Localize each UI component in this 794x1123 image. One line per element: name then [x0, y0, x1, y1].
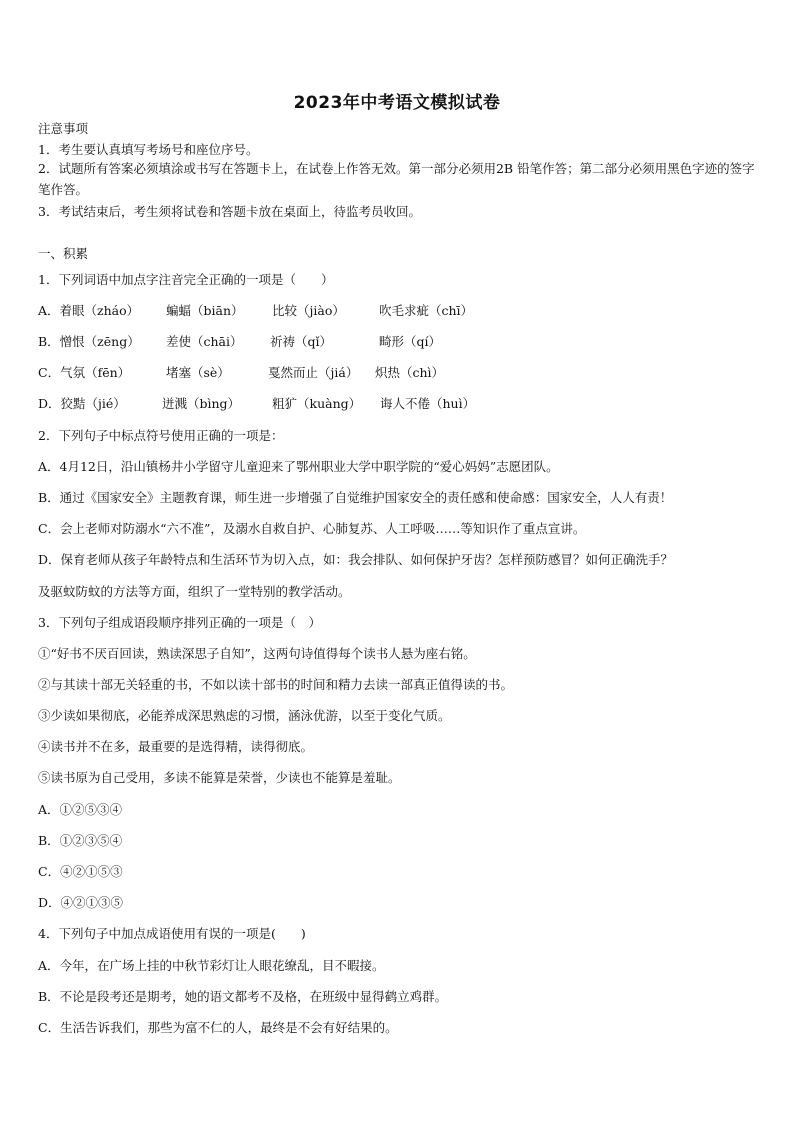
q1-d-item-2: 迸溅（bìng）	[162, 396, 241, 411]
q3-option-d: D．④②①③⑤	[38, 895, 124, 910]
q3-sentence-3: ③少读如果彻底，必能养成深思熟虑的习惯，涵泳优游，以至于变化气质。	[38, 708, 451, 723]
q1-d-item-3: 粗犷（kuàng）	[272, 396, 362, 411]
q1-a-item-2: 蝙蝠（biān）	[166, 303, 244, 318]
q1-c-item-1: C．气氛（fēn）	[38, 365, 131, 380]
q1-d-item-1: D．狡黠（jié）	[38, 396, 126, 411]
q3-sentence-4: ④读书并不在多，最重要的是选得精，读得彻底。	[38, 739, 314, 754]
q3-option-c: C．④②①⑤③	[38, 864, 123, 879]
q4-option-c: C．生活告诉我们，那些为富不仁的人，最终是不会有好结果的。	[38, 1020, 398, 1035]
q1-c-item-3: 戛然而止（jiá）	[268, 365, 359, 380]
q1-b-item-4: 畸形（qí）	[379, 334, 441, 349]
notice-item-1: 1．考生要认真填写考场号和座位序号。	[38, 142, 259, 157]
q1-stem: 1．下列词语中加点字注音完全正确的一项是（ ）	[38, 272, 334, 287]
q2-stem: 2．下列句子中标点符号使用正确的一项是：	[38, 428, 284, 443]
q3-sentence-5: ⑤读书原为自己受用，多读不能算是荣誉，少读也不能算是羞耻。	[38, 770, 401, 785]
q3-stem: 3．下列句子组成语段顺序排列正确的一项是（ ）	[38, 615, 321, 630]
q1-c-item-4: 炽热（chì）	[375, 365, 445, 380]
q2-option-d-line1: D．保育老师从孩子年龄特点和生活环节为切入点，如：我会排队、如何保护牙齿？怎样预防感冒？如何正确洗手？	[38, 552, 674, 567]
q3-sentence-2: ②与其读十部无关轻重的书，不如以读十部书的时间和精力去读一部真正值得读的书。	[38, 677, 514, 692]
q4-option-b: B．不论是段考还是期考，她的语文都考不及格，在班级中显得鹤立鸡群。	[38, 989, 448, 1004]
q3-option-b: B．①②③⑤④	[38, 833, 123, 848]
q1-b-item-2: 差使（chāi）	[166, 334, 243, 349]
q4-option-a: A．今年，在广场上挂的中秋节彩灯让人眼花缭乱，目不暇接。	[38, 958, 385, 973]
q2-option-c: C．会上老师对防溺水“六不准”，及溺水自救自护、心肺复苏、人工呼吸……等知识作了重点宣讲。	[38, 521, 586, 536]
q1-d-item-4: 诲人不倦（huì）	[380, 396, 476, 411]
notice-item-3: 3．考试结束后，考生须将试卷和答题卡放在桌面上，待监考员收回。	[38, 204, 421, 219]
q1-a-item-1: A．着眼（zháo）	[38, 303, 140, 318]
q1-b-item-1: B．憎恨（zēng）	[38, 334, 140, 349]
q4-stem: 4．下列句子中加点成语使用有误的一项是( )	[38, 926, 306, 941]
q1-a-item-3: 比较（jiào）	[272, 303, 345, 318]
notice-heading: 注意事项	[38, 121, 89, 136]
page-title: 2023年中考语文模拟试卷	[293, 93, 501, 113]
section-heading: 一、积累	[38, 246, 89, 261]
q3-option-a: A．①②⑤③④	[38, 802, 123, 817]
q2-option-d-line2: 及驱蚊防蚊的方法等方面，组织了一堂特别的教学活动。	[38, 584, 351, 599]
q2-option-a: A．4月12日，沿山镇杨井小学留守儿童迎来了鄂州职业大学中职学院的“爱心妈妈”志愿团队。	[38, 459, 559, 474]
q1-a-item-4: 吹毛求疵（chī）	[379, 303, 474, 318]
notice-item-2: 2．试题所有答案必须填涂或书写在答题卡上，在试卷上作答无效。第一部分必须用2B 铅笔作答；第二部分必须用黑色字迹的签字笔作答。	[38, 161, 755, 197]
q1-b-item-3: 祈祷（qǐ）	[270, 334, 332, 349]
q2-option-b: B．通过《国家安全》主题教育课，师生进一步增强了自觉维护国家安全的责任感和使命感：国家安全，人人有责！	[38, 490, 673, 505]
q1-c-item-2: 堵塞（sè）	[166, 365, 230, 380]
q3-sentence-1: ①“好书不厌百回读，熟读深思子自知”，这两句诗值得每个读书人悬为座右铭。	[38, 646, 476, 661]
